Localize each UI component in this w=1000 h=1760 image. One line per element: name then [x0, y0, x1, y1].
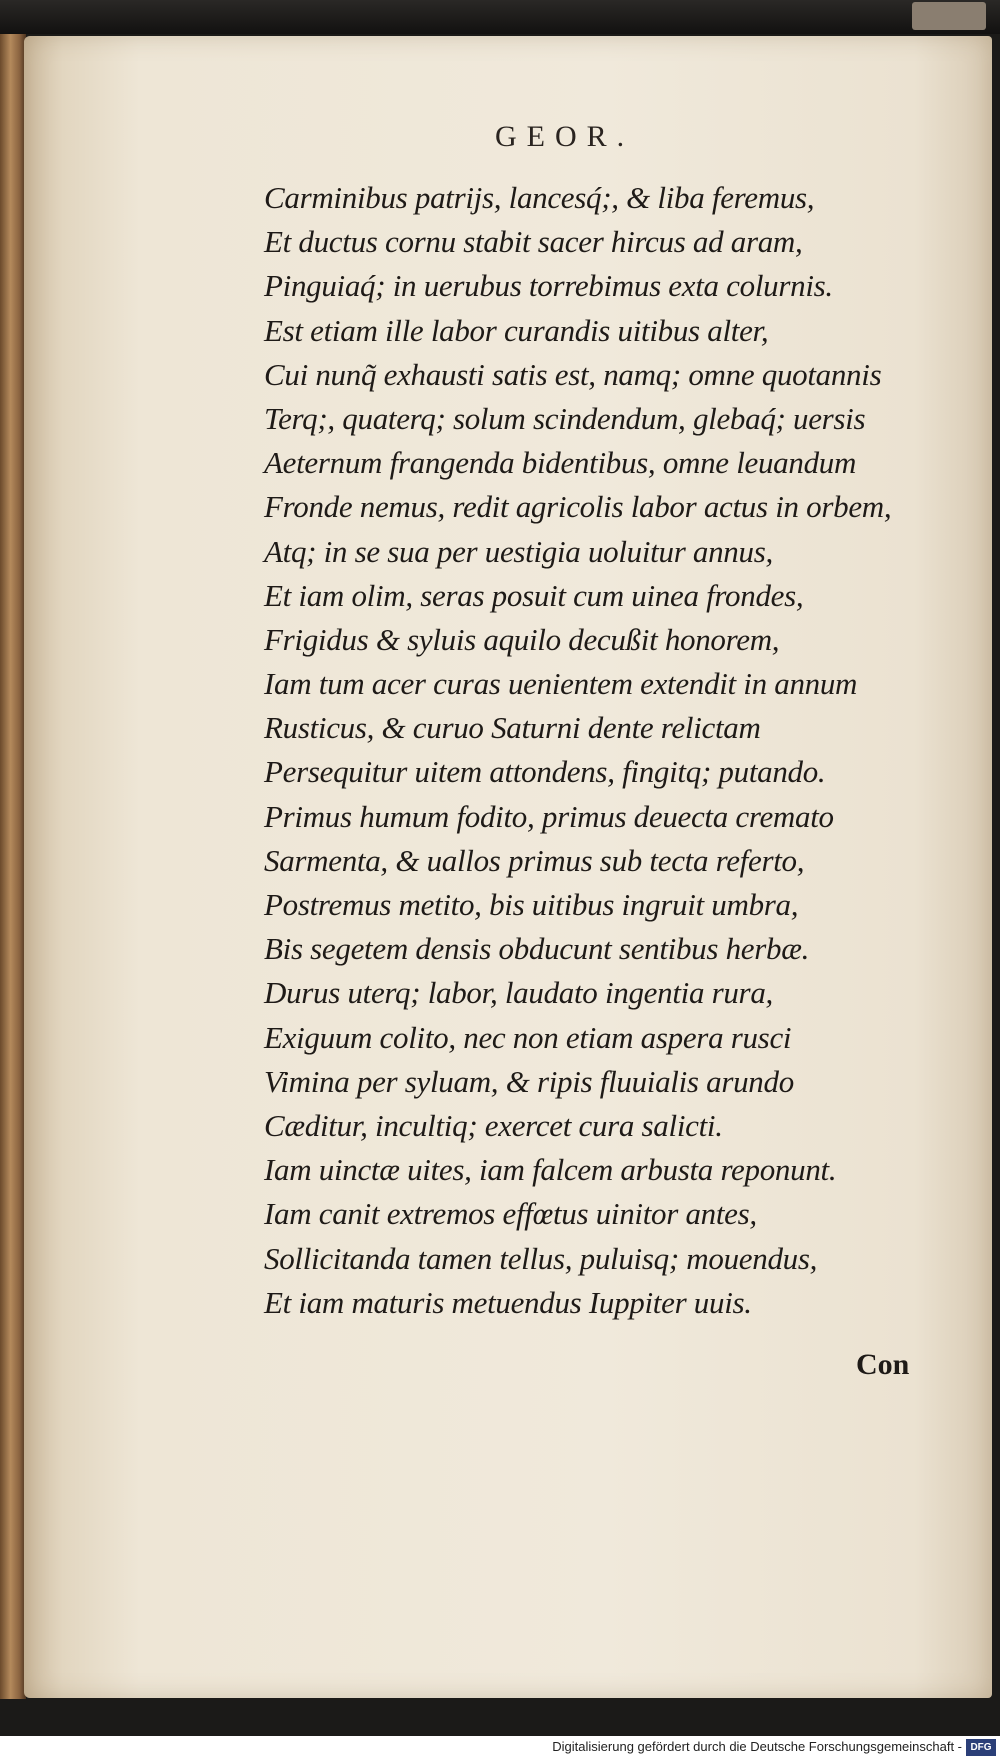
- verse-line: Cui nunq̃ exhausti satis est, namq; omne quotannis: [264, 356, 882, 392]
- verse-line: Et iam maturis metuendus Iuppiter uuis.: [264, 1284, 752, 1320]
- verse-line: Atq; in se sua per uestigia uoluitur annus,: [264, 533, 773, 569]
- verse-line: Fronde nemus, redit agricolis labor actus in orbem,: [264, 489, 892, 525]
- verse-line: Rusticus, & curuo Saturni dente relictam: [264, 710, 761, 746]
- verse-line: Sarmenta, & uallos primus sub tecta referto,: [264, 842, 805, 878]
- verse-line: Aeternum frangenda bidentibus, omne leuandum: [264, 445, 857, 481]
- verse-text: [264, 176, 954, 1325]
- verse-line: Est etiam ille labor curandis uitibus alter,: [264, 312, 769, 348]
- verse-line: Sollicitanda tamen tellus, puluisq; mouendus,: [264, 1240, 818, 1276]
- verse-line: Frigidus & syluis aquilo decußit honorem,: [264, 621, 780, 657]
- verse-line: Et iam olim, seras posuit cum uinea frondes,: [264, 577, 804, 613]
- verse-line: Vimina per syluam, & ripis fluuialis arundo: [264, 1063, 794, 1099]
- verse-line: Pinguiaq́; in uerubus torrebimus exta colurnis.: [264, 268, 833, 304]
- verse-line: Iam uinctæ uites, iam falcem arbusta reponunt.: [264, 1152, 837, 1188]
- verse-line: Iam tum acer curas uenientem extendit in annum: [264, 666, 858, 702]
- book-page-edges: [0, 34, 26, 1699]
- verse-line: Exiguum colito, nec non etiam aspera rusci: [264, 1019, 792, 1055]
- verse-line: Carminibus patrijs, lancesq́;, & liba feremus,: [264, 180, 815, 215]
- verse-line: Persequitur uitem attondens, fingitq; putando.: [264, 754, 826, 790]
- verse-line: Terq;, quaterq; solum scindendum, glebaq́; uersis: [264, 400, 866, 436]
- verse-line: Cæditur, incultiq; exercet cura salicti.: [264, 1107, 723, 1143]
- catchword: Con: [856, 1348, 910, 1381]
- footer-bar: [0, 1736, 1000, 1760]
- footer-credit: Digitalisierung gefördert durch die Deutsche Forschungsgemeinschaft -: [552, 1739, 962, 1754]
- verse-line: Postremus metito, bis uitibus ingruit umbra,: [264, 887, 799, 922]
- running-head: GEOR.: [495, 120, 635, 153]
- scan-corner-tab: [912, 2, 986, 30]
- dfg-logo: DFG: [966, 1739, 996, 1756]
- verse-line: Primus humum fodito, primus deuecta cremato: [264, 798, 834, 834]
- scan-top-strip: [0, 0, 1000, 34]
- verse-line: Et ductus cornu stabit sacer hircus ad aram,: [264, 224, 803, 260]
- verse-line: Iam canit extremos effœtus uinitor antes,: [264, 1196, 757, 1232]
- verse-line: Durus uterq; labor, laudato ingentia rura,: [264, 975, 773, 1011]
- verse-line: Bis segetem densis obducunt sentibus herbæ.: [264, 931, 810, 967]
